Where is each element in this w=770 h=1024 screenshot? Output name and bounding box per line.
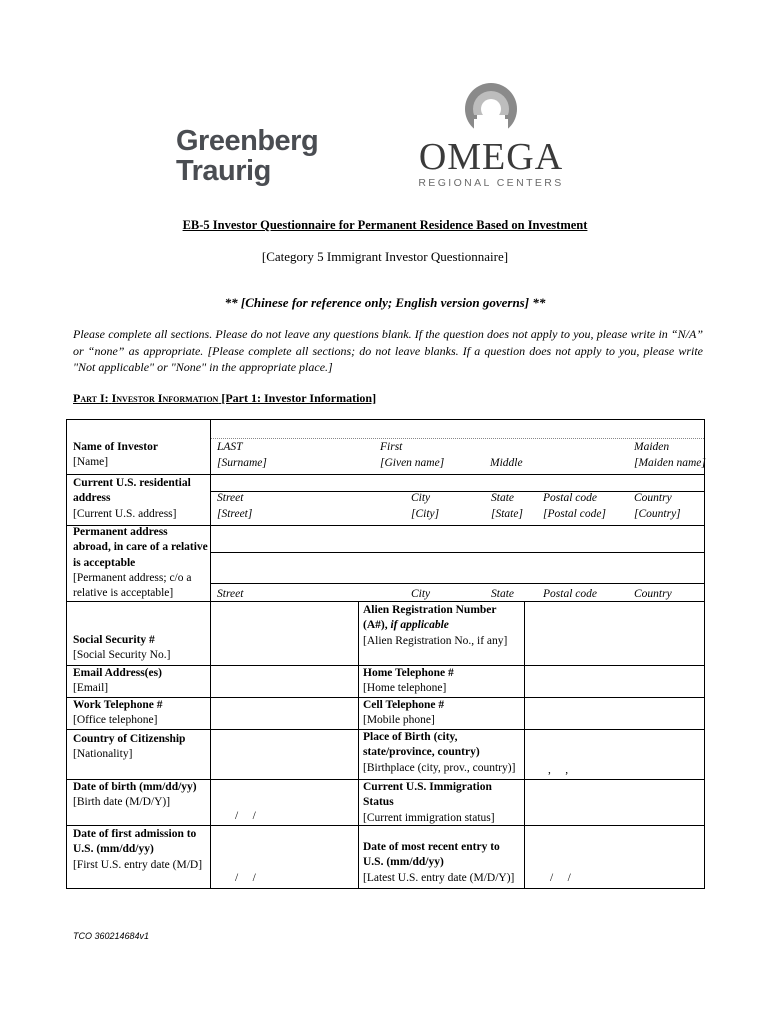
permanent-address-label: Permanent address abroad, in care of a relative is acceptable [Permanent address; c/o a relative is acceptable] (73, 526, 208, 600)
omega-subtitle: REGIONAL CENTERS (418, 177, 564, 189)
name-label: Name of Investor [Name] (73, 441, 158, 469)
language-note: ** [Chinese for reference only; English version governs] ** (224, 295, 546, 310)
document-title-zh: [Category 5 Immigrant Investor Questionnaire] (261, 249, 509, 264)
immigration-status-label: Current U.S. Immigration Status [Current immigration status] (363, 781, 495, 824)
alien-number-label: Alien Registration Number (A#), if applicable [Alien Registration No., if any] (363, 604, 508, 647)
cell-telephone-label: Cell Telephone # [Mobile phone] (363, 699, 445, 727)
perm-postal-field[interactable]: Postal code (543, 588, 597, 600)
addr-postal-field[interactable]: Postal code [Postal code] (543, 492, 606, 520)
first-admission-input[interactable]: / / (235, 872, 256, 884)
document-id: TCO 360214684v1 (73, 931, 150, 941)
logo-line-1: Greenberg (176, 125, 319, 157)
alien-number-input[interactable] (525, 602, 703, 664)
email-input[interactable] (211, 666, 357, 696)
perm-country-field[interactable]: Country (634, 588, 672, 600)
perm-state-field[interactable]: State (491, 588, 514, 600)
part-name: Investor Information (111, 391, 219, 405)
most-recent-entry-input[interactable]: / / (550, 872, 571, 884)
cell-telephone-input[interactable] (525, 698, 703, 728)
addr-state-field[interactable]: State [State] (491, 492, 523, 520)
citizenship-label: Country of Citizenship [Nationality] (73, 733, 186, 761)
addr-country-field[interactable]: Country [Country] (634, 492, 681, 520)
date-of-birth-input[interactable]: / / (235, 810, 256, 822)
omega-wordmark: OMEGA (418, 136, 564, 178)
email-label: Email Address(es) [Email] (73, 667, 162, 695)
name-middle-field[interactable]: Middle (490, 457, 523, 469)
perm-city-field[interactable]: City (411, 588, 431, 600)
part-name-zh: [Part 1: Investor Information] (221, 391, 377, 405)
part-prefix: Part I: (73, 391, 109, 405)
ssn-label: Social Security # [Social Security No.] (73, 634, 171, 662)
home-telephone-input[interactable] (525, 666, 703, 696)
most-recent-entry-label: Date of most recent entry to U.S. (mm/dd/yy) [Latest U.S. entry date (M/D/Y)] (363, 841, 515, 884)
ssn-input[interactable] (211, 602, 357, 664)
perm-street-field[interactable]: Street (217, 588, 244, 600)
name-maiden-field[interactable]: Maiden [Maiden name] (634, 441, 706, 469)
instructions: Please complete all sections. Please do not leave any questions blank. If the question does not apply to you, please write in “N/A” or “none” as appropriate. [Please complete all sections; do not leave blanks. If a question does not apply to you, please write "Not applicable" or "None" in the appropriate place.] (73, 327, 703, 374)
citizenship-input[interactable] (211, 730, 357, 778)
date-of-birth-label: Date of birth (mm/dd/yy) [Birth date (M/D/Y)] (73, 781, 197, 809)
logo-line-2: Traurig (176, 155, 271, 187)
first-admission-label: Date of first admission to U.S. (mm/dd/yy) [First U.S. entry date (M/D] (73, 828, 203, 871)
place-of-birth-label: Place of Birth (city, state/province, country) [Birthplace (city, prov., country)] (363, 731, 516, 774)
name-first-field[interactable]: First [Given name] (380, 441, 445, 469)
work-telephone-input[interactable] (211, 698, 357, 728)
immigration-status-input[interactable] (525, 780, 703, 824)
name-last-field[interactable]: LAST [Surname] (217, 441, 267, 469)
addr-street-field[interactable]: Street [Street] (217, 492, 253, 520)
home-telephone-label: Home Telephone # [Home telephone] (363, 667, 454, 695)
current-address-label: Current U.S. residential address [Current U.S. address] (73, 477, 191, 520)
document-title: EB-5 Investor Questionnaire for Permanent Residence Based on Investment (182, 218, 588, 232)
place-of-birth-input[interactable]: , , (548, 764, 569, 776)
addr-city-field[interactable]: City [City] (411, 492, 440, 520)
work-telephone-label: Work Telephone # [Office telephone] (73, 699, 163, 727)
